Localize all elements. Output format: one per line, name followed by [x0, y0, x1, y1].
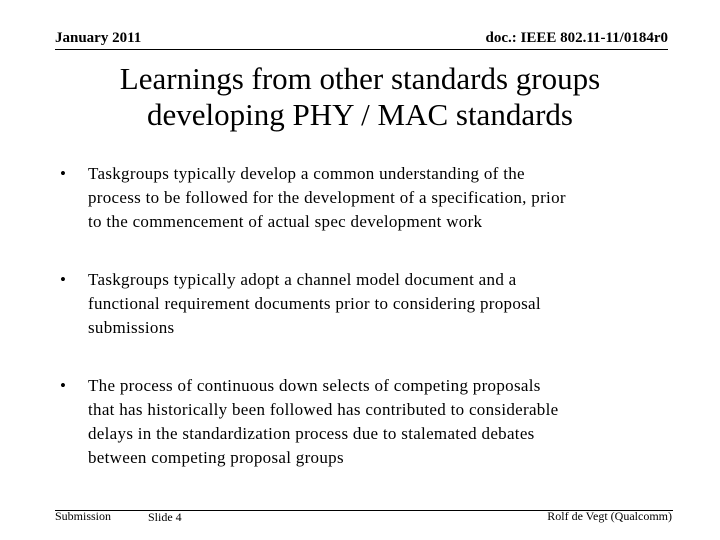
bullet-text-line: between competing proposal groups: [88, 448, 344, 467]
footer-slide-number: Slide 4: [148, 510, 182, 524]
bullet-dot-icon: •: [60, 270, 67, 289]
bullet-dot-icon: •: [60, 376, 67, 395]
bullet-dot-icon: •: [60, 164, 67, 183]
slide-title-line-1: Learnings from other standards groups: [119, 61, 601, 96]
slide-title: [40, 61, 680, 133]
bullet-item: [60, 162, 670, 234]
bullet-text-line: The process of continuous down selects of competing proposals: [88, 376, 541, 395]
bullet-text-line: that has historically been followed has contributed to considerable: [88, 400, 559, 419]
bullet-list: [60, 162, 670, 470]
footer-author: Rolf de Vegt (Qualcomm): [547, 509, 672, 523]
bullet-text-line: to the commencement of actual spec development work: [88, 212, 483, 231]
bullet-item: [60, 268, 670, 340]
bullet-text-line: process to be followed for the development of a specification, prior: [88, 188, 566, 207]
footer-submission: Submission: [55, 509, 112, 523]
header-doc-id: doc.: IEEE 802.11-11/0184r0: [485, 30, 668, 46]
slide-title-line-2: developing PHY / MAC standards: [147, 97, 573, 132]
bullet-text-line: submissions: [88, 318, 175, 337]
bullet-text-line: functional requirement documents prior to considering proposal: [88, 294, 541, 313]
bullet-text-line: delays in the standardization process due to stalemated debates: [88, 424, 535, 443]
header-date: January 2011: [55, 30, 142, 46]
bullet-item: [60, 374, 670, 470]
bullet-text-line: Taskgroups typically adopt a channel model document and a: [88, 270, 517, 289]
header-divider: [55, 49, 668, 50]
bullet-text-line: Taskgroups typically develop a common understanding of the: [88, 164, 525, 183]
